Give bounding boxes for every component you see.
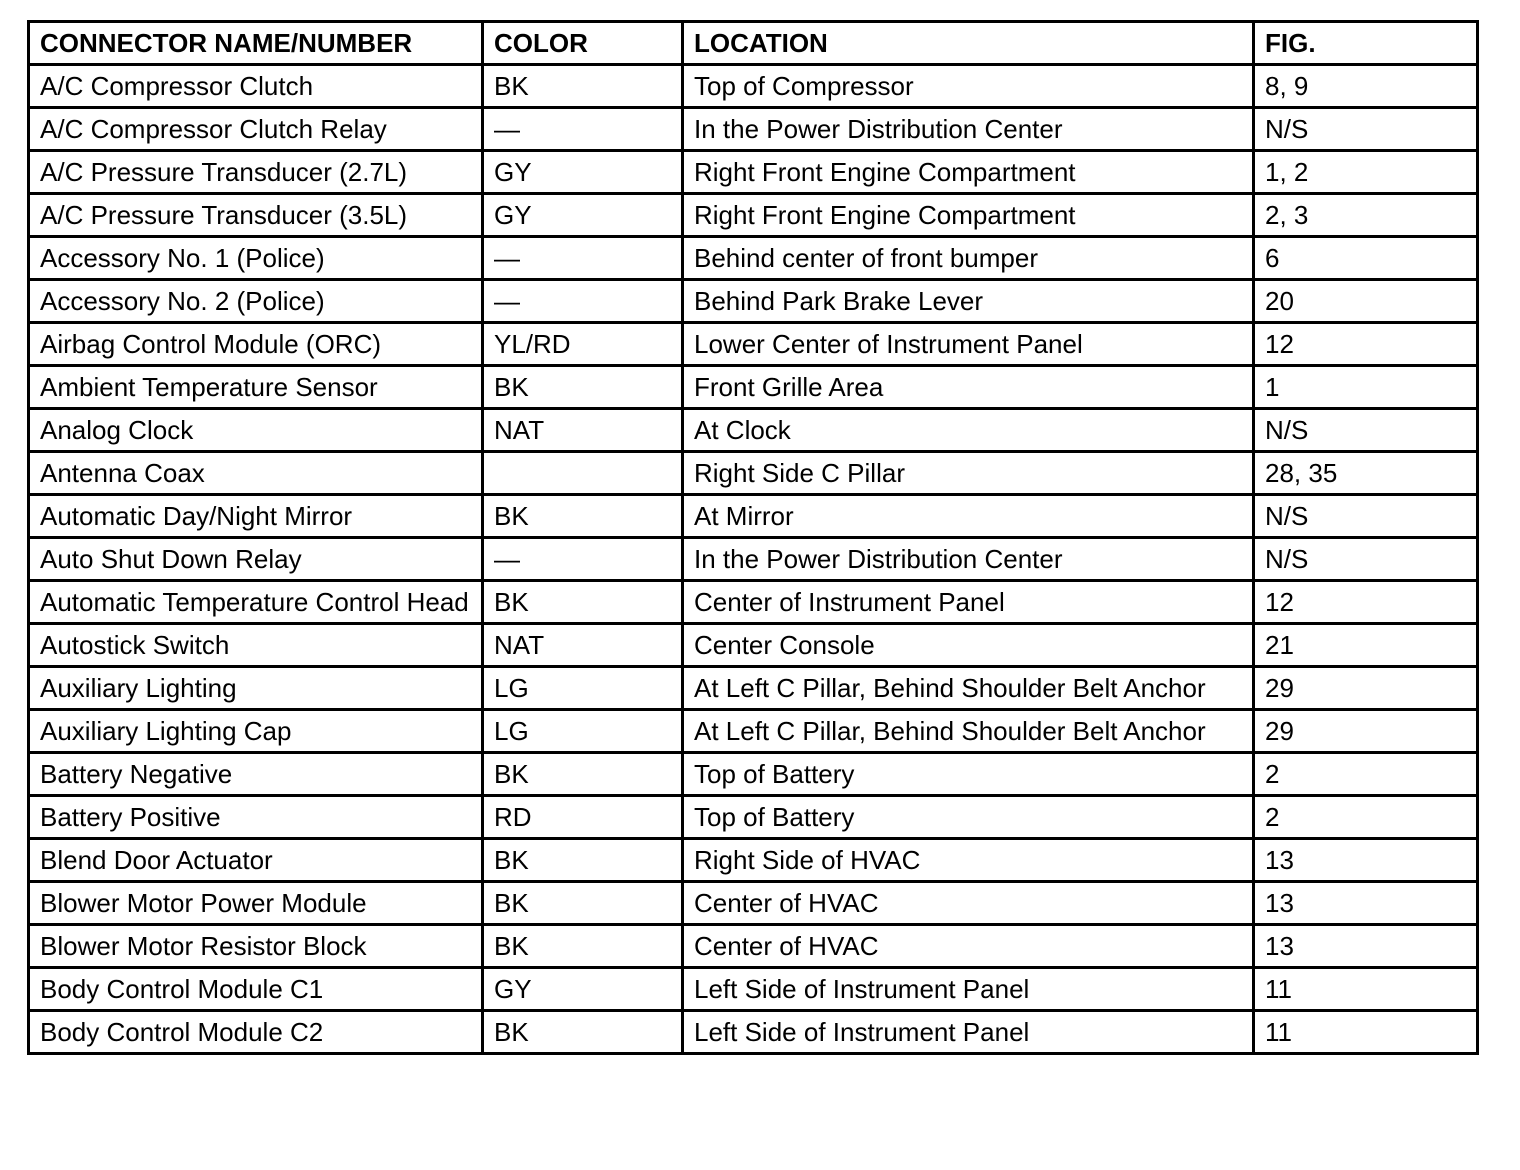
table-row [29,839,1478,882]
cell-connector-name: A/C Compressor Clutch Relay [29,108,483,151]
cell-location: Lower Center of Instrument Panel [683,323,1254,366]
cell-color: GY [483,151,683,194]
table-row [29,925,1478,968]
table-row [29,538,1478,581]
cell-color [483,452,683,495]
cell-fig: 1, 2 [1254,151,1478,194]
cell-connector-name: Battery Negative [29,753,483,796]
cell-location: Behind center of front bumper [683,237,1254,280]
cell-location: At Mirror [683,495,1254,538]
table-row [29,624,1478,667]
cell-connector-name: A/C Pressure Transducer (2.7L) [29,151,483,194]
cell-connector-name: Accessory No. 1 (Police) [29,237,483,280]
cell-color: BK [483,753,683,796]
table-row [29,280,1478,323]
cell-fig: 8, 9 [1254,65,1478,108]
cell-fig: 6 [1254,237,1478,280]
cell-color: YL/RD [483,323,683,366]
cell-connector-name: Ambient Temperature Sensor [29,366,483,409]
cell-fig: 2, 3 [1254,194,1478,237]
cell-fig: 20 [1254,280,1478,323]
table-row [29,796,1478,839]
cell-color: GY [483,194,683,237]
table-row [29,1011,1478,1054]
table-row [29,323,1478,366]
cell-fig: 21 [1254,624,1478,667]
cell-location: Top of Battery [683,796,1254,839]
cell-location: Center Console [683,624,1254,667]
cell-color: BK [483,366,683,409]
cell-connector-name: Body Control Module C1 [29,968,483,1011]
table-row [29,366,1478,409]
cell-fig: N/S [1254,108,1478,151]
cell-fig: N/S [1254,495,1478,538]
cell-location: Center of HVAC [683,882,1254,925]
cell-location: Center of Instrument Panel [683,581,1254,624]
table-row [29,108,1478,151]
cell-fig: 12 [1254,581,1478,624]
cell-color: NAT [483,409,683,452]
cell-color: BK [483,495,683,538]
cell-connector-name: Blend Door Actuator [29,839,483,882]
table-row [29,968,1478,1011]
cell-fig: 29 [1254,667,1478,710]
cell-color: BK [483,581,683,624]
cell-fig: 13 [1254,839,1478,882]
cell-connector-name: Auxiliary Lighting [29,667,483,710]
cell-location: At Left C Pillar, Behind Shoulder Belt Anchor [683,667,1254,710]
cell-location: At Left C Pillar, Behind Shoulder Belt Anchor [683,710,1254,753]
cell-color: LG [483,667,683,710]
cell-fig: 1 [1254,366,1478,409]
header-connector-name: CONNECTOR NAME/NUMBER [29,22,483,65]
cell-color: LG [483,710,683,753]
cell-connector-name: Analog Clock [29,409,483,452]
cell-fig: 11 [1254,968,1478,1011]
cell-location: Top of Compressor [683,65,1254,108]
cell-connector-name: Autostick Switch [29,624,483,667]
cell-color: BK [483,839,683,882]
cell-location: In the Power Distribution Center [683,538,1254,581]
table-row [29,237,1478,280]
cell-location: Left Side of Instrument Panel [683,1011,1254,1054]
table-row [29,151,1478,194]
cell-location: Right Side C Pillar [683,452,1254,495]
cell-connector-name: Battery Positive [29,796,483,839]
cell-fig: N/S [1254,409,1478,452]
cell-location: Right Side of HVAC [683,839,1254,882]
cell-fig: N/S [1254,538,1478,581]
cell-connector-name: Airbag Control Module (ORC) [29,323,483,366]
table-row [29,667,1478,710]
cell-connector-name: Antenna Coax [29,452,483,495]
cell-color: NAT [483,624,683,667]
cell-connector-name: Auto Shut Down Relay [29,538,483,581]
cell-fig: 2 [1254,796,1478,839]
cell-color: BK [483,1011,683,1054]
cell-color: BK [483,65,683,108]
cell-connector-name: Accessory No. 2 (Police) [29,280,483,323]
cell-connector-name: Automatic Day/Night Mirror [29,495,483,538]
cell-location: Right Front Engine Compartment [683,151,1254,194]
table-row [29,194,1478,237]
cell-color: BK [483,925,683,968]
table-body [29,65,1478,1054]
cell-fig: 12 [1254,323,1478,366]
cell-color: — [483,237,683,280]
table-row [29,495,1478,538]
connector-table [27,20,1479,1055]
cell-fig: 11 [1254,1011,1478,1054]
table-row [29,882,1478,925]
table-row [29,710,1478,753]
cell-connector-name: Automatic Temperature Control Head [29,581,483,624]
cell-connector-name: A/C Pressure Transducer (3.5L) [29,194,483,237]
table-row [29,452,1478,495]
header-fig: FIG. [1254,22,1478,65]
cell-color: — [483,108,683,151]
cell-connector-name: A/C Compressor Clutch [29,65,483,108]
cell-fig: 13 [1254,925,1478,968]
cell-color: RD [483,796,683,839]
table-row [29,409,1478,452]
cell-color: — [483,280,683,323]
cell-connector-name: Auxiliary Lighting Cap [29,710,483,753]
cell-fig: 28, 35 [1254,452,1478,495]
table-row [29,65,1478,108]
cell-fig: 13 [1254,882,1478,925]
cell-color: — [483,538,683,581]
header-row [29,22,1478,65]
cell-location: In the Power Distribution Center [683,108,1254,151]
cell-location: At Clock [683,409,1254,452]
cell-connector-name: Blower Motor Resistor Block [29,925,483,968]
cell-color: BK [483,882,683,925]
cell-location: Behind Park Brake Lever [683,280,1254,323]
cell-connector-name: Body Control Module C2 [29,1011,483,1054]
cell-location: Top of Battery [683,753,1254,796]
cell-fig: 29 [1254,710,1478,753]
header-location: LOCATION [683,22,1254,65]
cell-connector-name: Blower Motor Power Module [29,882,483,925]
cell-location: Center of HVAC [683,925,1254,968]
table-row [29,753,1478,796]
header-color: COLOR [483,22,683,65]
cell-color: GY [483,968,683,1011]
cell-location: Left Side of Instrument Panel [683,968,1254,1011]
table-row [29,581,1478,624]
cell-location: Front Grille Area [683,366,1254,409]
cell-fig: 2 [1254,753,1478,796]
cell-location: Right Front Engine Compartment [683,194,1254,237]
